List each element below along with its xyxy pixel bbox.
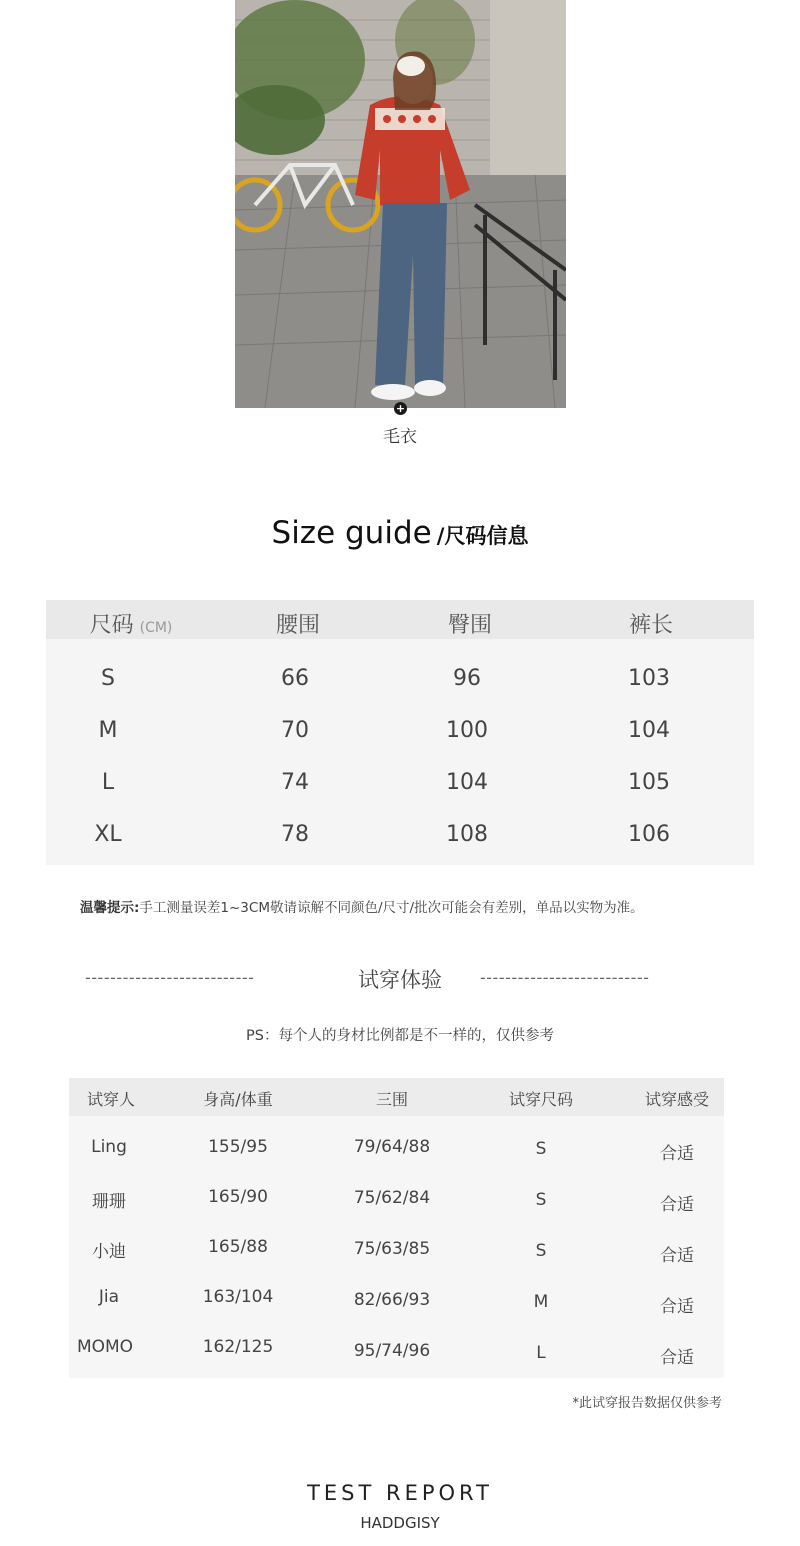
- tried-size-cell: S: [535, 1241, 547, 1261]
- plus-icon[interactable]: +: [395, 402, 406, 415]
- tryon-ps-note: PS：每个人的身材比例都是不一样的，仅供参考: [246, 1028, 554, 1044]
- unit-label: (CM): [139, 620, 173, 636]
- tryon-title: 试穿体验: [358, 968, 442, 992]
- length-cell: 103: [628, 666, 670, 691]
- size-guide-title: [0, 515, 800, 551]
- size-cell: S: [101, 666, 115, 691]
- header-waist: 腰围: [275, 613, 321, 638]
- hip-cell: 96: [453, 666, 481, 691]
- header-size: 尺码 (CM): [89, 613, 173, 638]
- test-report-title: TEST REPORT: [307, 1481, 493, 1505]
- measurements-cell: 75/62/84: [353, 1188, 431, 1208]
- waist-cell: 74: [281, 770, 309, 795]
- measurements-cell: 82/66/93: [353, 1290, 431, 1310]
- tried-size-cell: L: [536, 1343, 546, 1363]
- length-cell: 104: [628, 718, 670, 743]
- product-photo: [235, 0, 566, 408]
- size-cell: M: [98, 718, 118, 743]
- measurements-cell: 79/64/88: [353, 1137, 431, 1157]
- waist-cell: 78: [281, 822, 309, 847]
- feeling-cell: 合适: [660, 1297, 694, 1317]
- tester-cell: MOMO: [76, 1337, 134, 1357]
- header-tester: 试穿人: [86, 1090, 136, 1109]
- size-guide-title-cn: /尺码信息: [436, 524, 529, 548]
- photo-caption: 毛衣: [383, 427, 417, 447]
- header-tried-size: 试穿尺码: [508, 1090, 574, 1109]
- waist-cell: 66: [281, 666, 309, 691]
- hip-cell: 104: [446, 770, 488, 795]
- header-height-weight: 身高/体重: [203, 1090, 273, 1109]
- tryon-table-header: [69, 1078, 724, 1116]
- header-measurements: 三围: [375, 1090, 409, 1109]
- measurements-cell: 95/74/96: [353, 1341, 431, 1361]
- size-table-header: [46, 600, 754, 639]
- height-weight-cell: 162/125: [202, 1337, 274, 1357]
- size-table: [46, 600, 754, 865]
- length-cell: 105: [628, 770, 670, 795]
- size-guide-title-en: Size guide: [271, 515, 432, 551]
- header-hip: 臀围: [447, 613, 493, 638]
- length-cell: 106: [628, 822, 670, 847]
- height-weight-cell: 155/95: [208, 1137, 268, 1157]
- header-length: 裤长: [628, 613, 674, 638]
- size-cell: XL: [94, 822, 122, 847]
- tryon-table: [69, 1078, 724, 1378]
- measurements-cell: 75/63/85: [353, 1239, 431, 1259]
- height-weight-cell: 165/90: [208, 1187, 268, 1207]
- tester-cell: 珊珊: [92, 1192, 126, 1212]
- waist-cell: 70: [281, 718, 309, 743]
- measurement-tip: [80, 896, 644, 916]
- tip-text: 手工测量误差1~3CM敬请谅解不同颜色/尺寸/批次可能会有差别，单品以实物为准。: [139, 900, 644, 916]
- hip-cell: 108: [446, 822, 488, 847]
- tester-cell: Ling: [91, 1137, 127, 1157]
- divider-left: ---------------------------: [85, 968, 255, 987]
- feeling-cell: 合适: [660, 1195, 694, 1215]
- brand-name: HADDGISY: [360, 1514, 440, 1532]
- tester-cell: 小迪: [92, 1242, 126, 1262]
- tried-size-cell: M: [533, 1292, 549, 1312]
- hip-cell: 100: [446, 718, 488, 743]
- tried-size-cell: S: [535, 1139, 547, 1159]
- header-feeling: 试穿感受: [644, 1090, 710, 1109]
- feeling-cell: 合适: [660, 1144, 694, 1164]
- size-cell: L: [101, 770, 115, 795]
- feeling-cell: 合适: [660, 1348, 694, 1368]
- height-weight-cell: 165/88: [208, 1237, 268, 1257]
- feeling-cell: 合适: [660, 1246, 694, 1266]
- divider-right: ---------------------------: [480, 968, 650, 987]
- tester-cell: Jia: [98, 1287, 120, 1307]
- tip-label: 温馨提示:: [80, 900, 140, 916]
- tryon-disclaimer: *此试穿报告数据仅供参考: [572, 1396, 722, 1411]
- tried-size-cell: S: [535, 1190, 547, 1210]
- height-weight-cell: 163/104: [202, 1287, 274, 1307]
